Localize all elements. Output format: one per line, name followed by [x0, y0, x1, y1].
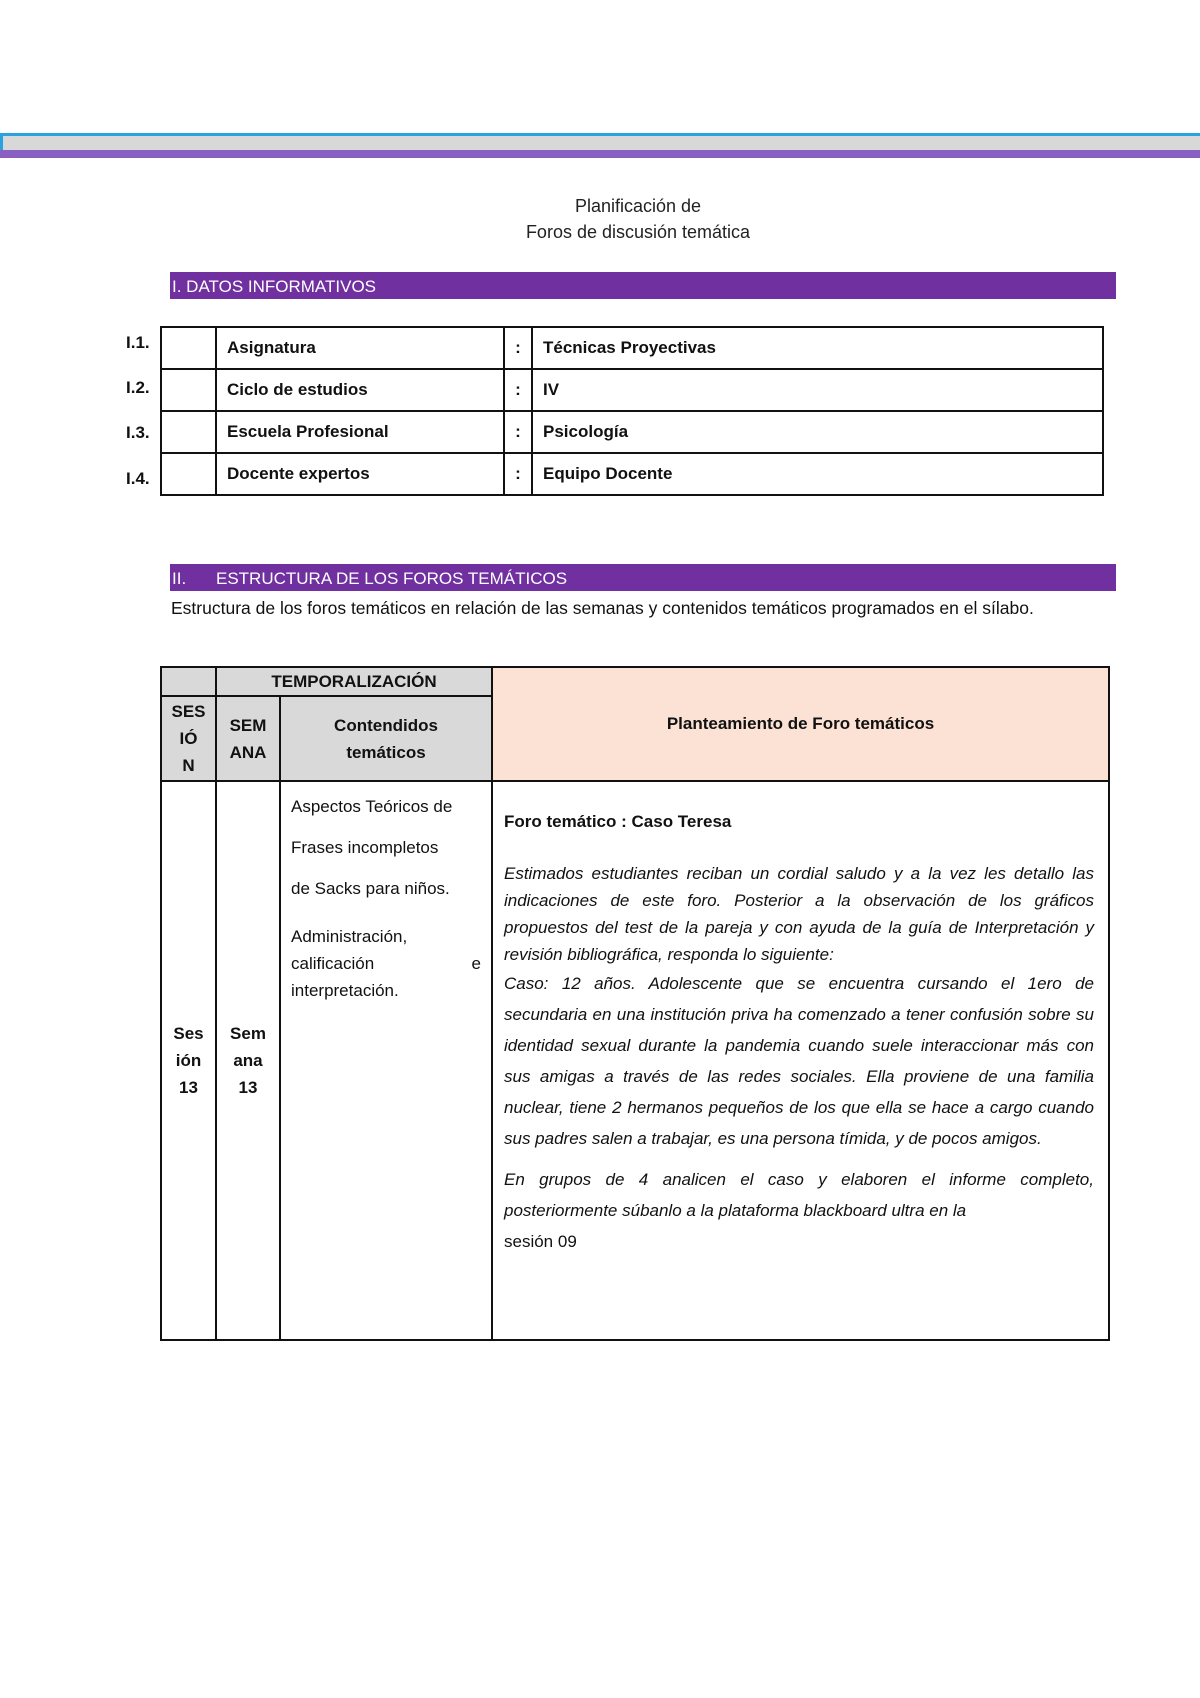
info-row — [161, 327, 1103, 369]
plan-cell — [492, 781, 1109, 1340]
info-value: Técnicas Proyectivas — [532, 327, 1103, 369]
row-number: I.2. — [126, 378, 150, 397]
row-number: I.3. — [126, 423, 150, 442]
section1-title: I. DATOS INFORMATIVOS — [170, 272, 1116, 299]
temporalizacion-header: TEMPORALIZACIÓN — [216, 667, 492, 696]
info-colon: : — [504, 369, 532, 411]
info-label: Asignatura — [216, 327, 504, 369]
contenidos-admin: Administración, calificación e interpretación. — [291, 927, 481, 1000]
row-number: I.1. — [126, 333, 150, 352]
foro-title: Foro temático : Caso Teresa — [504, 812, 732, 831]
info-label: Docente expertos — [216, 453, 504, 495]
table-row — [161, 781, 1109, 1340]
info-label: Ciclo de estudios — [216, 369, 504, 411]
info-row — [161, 411, 1103, 453]
info-table — [160, 326, 1104, 496]
doc-title-line1: Planificación de — [574, 196, 702, 216]
contenidos-cell: Aspectos Teóricos de Frases incompletos de Sacks para niños. Administración, calificación e interpretación. — [280, 781, 492, 1340]
section2-title-text: ESTRUCTURA DE LOS FOROS TEMÁTICOS — [216, 569, 568, 588]
section2-intro: Estructura de los foros temáticos en relación de las semanas y contenidos temáticos programados en el sílabo. — [171, 598, 1034, 618]
row-number: I.4. — [126, 469, 150, 488]
foro-para3: En grupos de 4 analicen el caso y elaboren el informe completo, posteriormente súbanlo a la plataforma blackboard ultra en la sesión 09 — [504, 1170, 1094, 1251]
info-value: Psicología — [532, 411, 1103, 453]
info-value: IV — [532, 369, 1103, 411]
forum-table — [160, 666, 1110, 1341]
header-band-bottom — [0, 150, 1200, 158]
section2-number: II. — [172, 569, 187, 588]
sesion-header: SES IÓ N — [161, 696, 216, 781]
sesion-cell: Ses ión 13 — [161, 781, 216, 1340]
semana-header: SEM ANA — [216, 696, 280, 781]
foro-para2: Caso: 12 años. Adolescente que se encuentra cursando el 1ero de secundaria en una institución priva ha comenzado a tener confusión sobre su identidad sexual durante la pandemia cuando suele interaccionar más con sus amigas a través de las redes sociales. Ella proviene de una familia nuclear, tiene 2 hermanos pequeños de los que ella se hace a cargo cuando sus padres salen a trabajar, es una persona tímida, y de pocos amigos. — [504, 974, 1094, 1148]
info-colon: : — [504, 453, 532, 495]
foro-para1: Estimados estudiantes reciban un cordial saludo y a la vez les detallo las indicaciones de este foro. Posterior a la observación de los gráficos propuestos del test de la pareja y con ayuda de la guía de Interpretación y revisión bibliográfica, responda lo siguiente: — [504, 864, 1094, 964]
info-colon: : — [504, 327, 532, 369]
info-value: Equipo Docente — [532, 453, 1103, 495]
semana-cell: Sem ana 13 — [216, 781, 280, 1340]
section2-title — [170, 564, 1116, 591]
info-row — [161, 369, 1103, 411]
plan-header: Planteamiento de Foro temáticos — [492, 667, 1109, 781]
contenidos-header: Contendidos temáticos — [280, 696, 492, 781]
info-row — [161, 453, 1103, 495]
info-label: Escuela Profesional — [216, 411, 504, 453]
header-band-top — [0, 133, 1200, 150]
doc-title-line2: Foros de discusión temática — [525, 222, 751, 242]
info-colon: : — [504, 411, 532, 453]
